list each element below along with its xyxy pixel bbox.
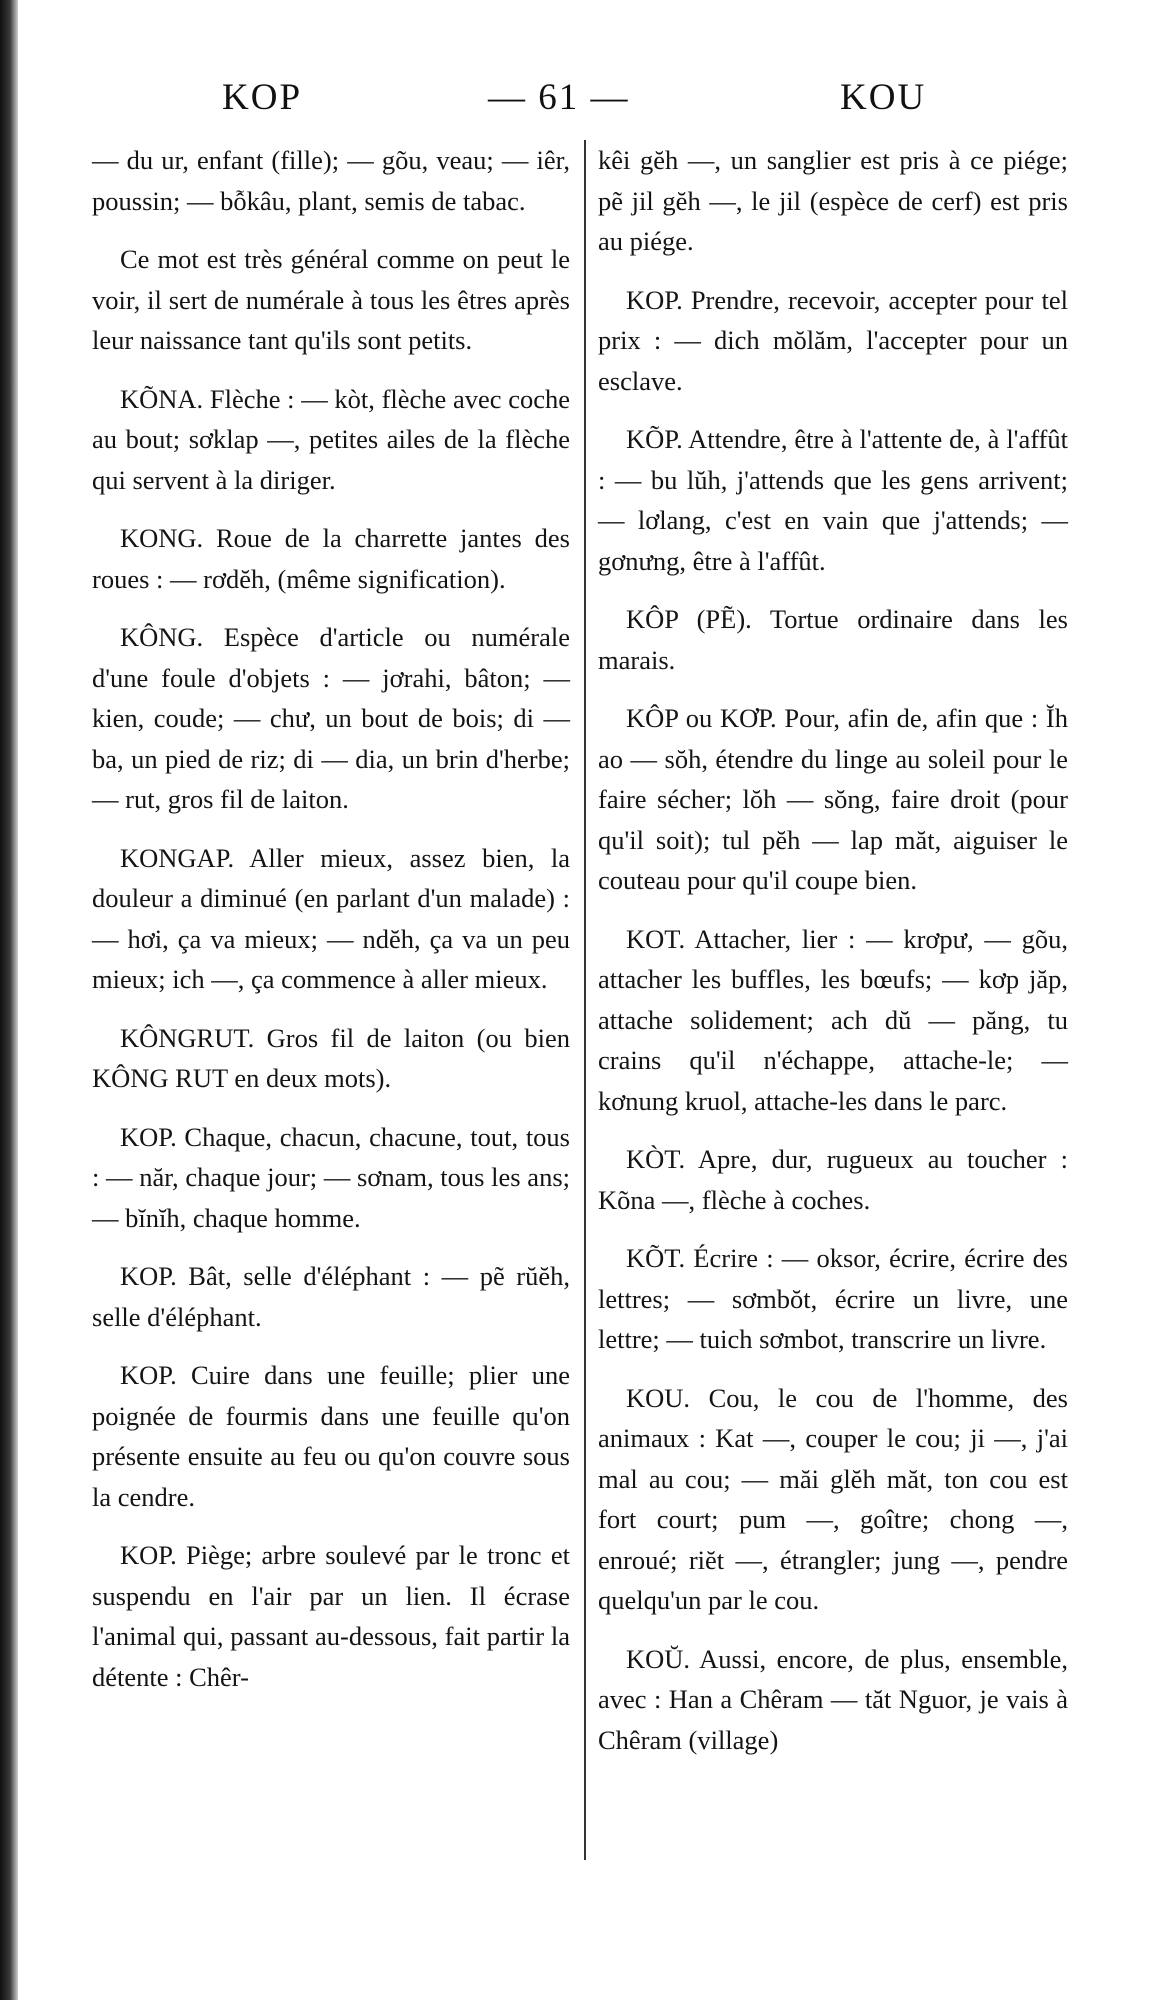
entry-kona: KÕNA. Flèche : — kòt, flèche avec coche au bout; sơklap —, petites ailes de la flèche qui servent à la diriger. (92, 383, 570, 495)
entry-kot-apre: KÒT. Apre, dur, rugueux au toucher : Kõna —, flèche à coches. (598, 1144, 1068, 1215)
entry-paragraph: Ce mot est très général comme on peut le voir, il sert de numérale à tous les êtres après leur naissance tant qu'ils sont petits. (92, 244, 570, 355)
entry-kot-attacher: KOT. Attacher, lier : — krơpư, — gõu, attacher les buffles, les bœufs; — kơp jăp, attache solidement; ach dŭ — păng, tu crains qu'il n'échappe, attache-le; — kơnung kruol, attache-les dans le parc. (598, 923, 1068, 1116)
column-divider (584, 140, 586, 1860)
entry-kot-ecrire: KÕT. Écrire : — oksor, écrire, écrire des lettres; — sơmbŏt, écrire un livre, une lettre; — tuich sơmbot, transcrire un livre. (598, 1243, 1068, 1354)
header-left-guideword: KOP (222, 77, 303, 118)
entry-kop-tortue: KÔP (PẼ). Tortue ordinaire dans les marais. (598, 604, 1068, 675)
right-column (598, 140, 1068, 1778)
entry-kop-chaque: KOP. Chaque, chacun, chacune, tout, tous : — năr, chaque jour; — sơnam, tous les ans; — bĭnĭh, chaque homme. (92, 1121, 570, 1233)
entry-kongrut: KÔNGRUT. Gros fil de laiton (ou bien KÔNG RUT en deux mots). (92, 1022, 570, 1093)
entry-kong-article: KÔNG. Espèce d'article ou numérale d'une foule d'objets : — jơrahi, bâton; — kien, coude; — chư, un bout de bois; di — ba, un pied de riz; di — dia, un brin d'herbe; — rut, gros fil de laiton. (92, 622, 570, 814)
entry-continuation: — du ur, enfant (fille); — gõu, veau; — iêr, poussin; — bỗkâu, plant, semis de tabac. (92, 145, 570, 216)
entry-kongap: KONGAP. Aller mieux, assez bien, la douleur a diminué (en parlant d'un malade) : — hơi, ça va mieux; — ndĕh, ça va un peu mieux; ich —, ça commence à aller mieux. (92, 842, 570, 994)
book-binding-shadow (0, 0, 18, 2000)
entry-continuation: kêi gĕh —, un sanglier est pris à ce piége; pẽ jil gĕh —, le jil (espèce de cerf) est pris au piége. (598, 145, 1068, 256)
entry-kop-prendre: KOP. Prendre, recevoir, accepter pour tel prix : — dich mŏlăm, l'accepter pour un esclave. (598, 284, 1068, 396)
entry-kou-cou: KOU. Cou, le cou de l'homme, des animaux : Kat —, couper le cou; ji —, j'ai mal au cou; — măi glĕh măt, ton cou est fort court; pum —, goître; chong —, enroué; riĕt —, étrangler; jung —, pendre quelqu'un par le cou. (598, 1382, 1068, 1615)
page-header (90, 58, 1099, 118)
left-column (92, 140, 570, 1715)
entry-kong: KONG. Roue de la charrette jantes des roues : — rơdĕh, (même signification). (92, 523, 570, 594)
header-right-guideword: KOU (840, 77, 927, 118)
entry-kop-piege: KOP. Piège; arbre soulevé par le tronc et suspendu en l'air par un lien. Il écrase l'animal qui, passant au-dessous, fait partir la détente : Chêr- (92, 1540, 570, 1692)
entry-kop-pour: KÔP ou KƠP. Pour, afin de, afin que : Ĭh ao — sŏh, étendre du linge au soleil pour le faire sécher; lŏh — sŏng, faire droit (pour qu'il soit); tul pĕh — lap măt, aiguiser le couteau pour qu'il coupe bien. (598, 703, 1068, 895)
entry-kop-attendre: KÕP. Attendre, être à l'attente de, à l'affût : — bu lŭh, j'attends que les gens arrivent; — lơlang, c'est en vain que j'attends; — gơnưng, être à l'affût. (598, 424, 1068, 576)
entry-kou-aussi: KOŬ. Aussi, encore, de plus, ensemble, avec : Han a Chêram — tăt Nguor, je vais à Chêram (village) (598, 1643, 1068, 1755)
entry-kop-bat: KOP. Bât, selle d'éléphant : — pẽ rŭĕh, selle d'éléphant. (92, 1261, 570, 1332)
page-number: — 61 — (488, 77, 630, 118)
entry-kop-cuire: KOP. Cuire dans une feuille; plier une poignée de fourmis dans une feuille qu'on présente ensuite au feu ou qu'on couvre sous la cendre. (92, 1360, 570, 1512)
